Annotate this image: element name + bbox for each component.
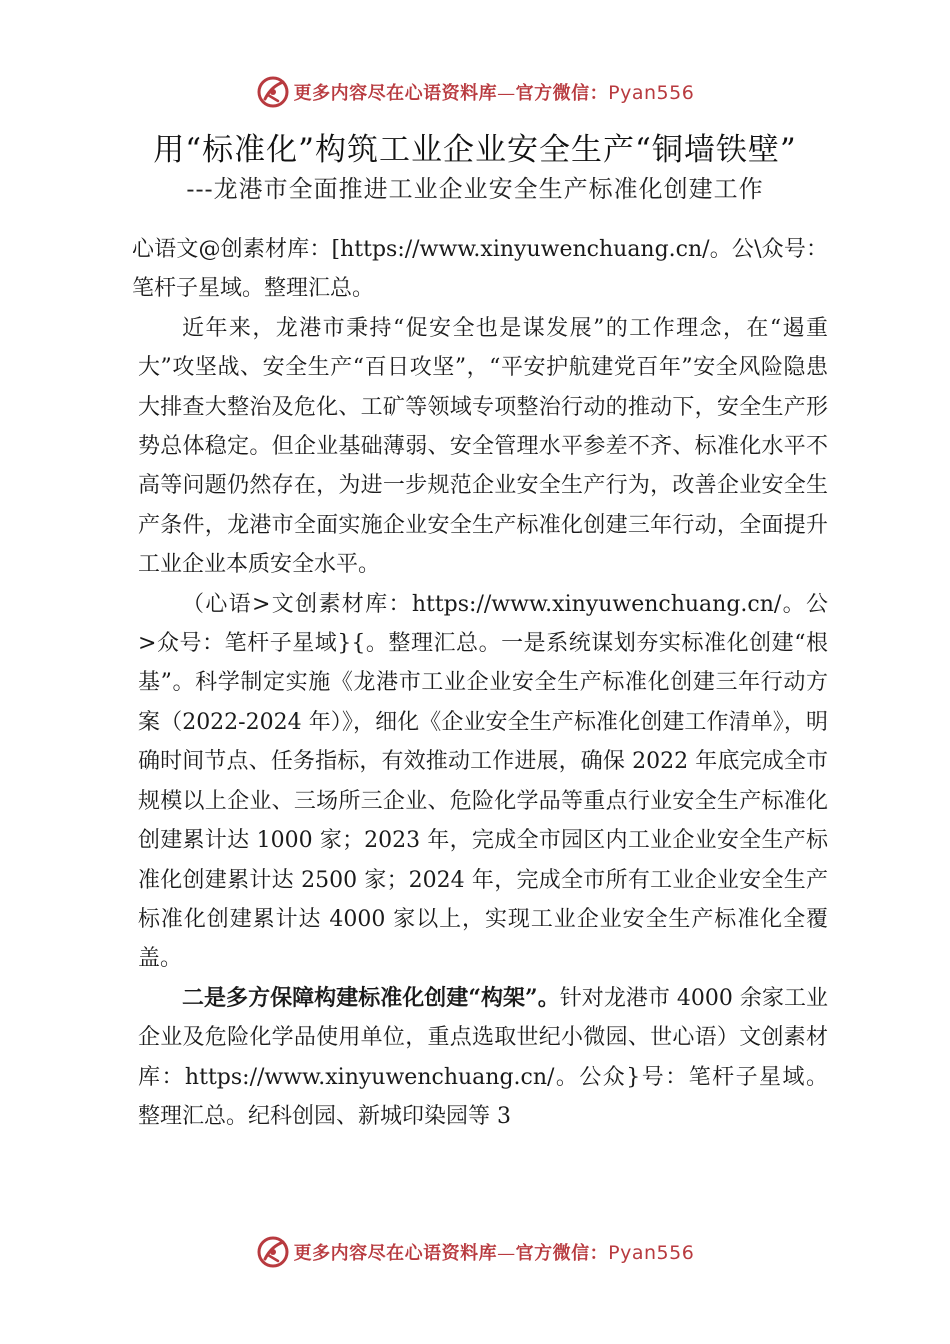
paragraph-intro: 近年来，龙港市秉持“促安全也是谋发展”的工作理念，在“遏重大”攻坚战、安全生产“百日攻坚”，“平安护航建党百年”安全风险隐患大排查大整治及危化、工矿等领域专项整治行动的推动下，安全生产形势总体稳定。但企业基础薄弱、安全管理水平参差不齐、标准化水平不高等问题仍然存在，为进一步规范企业安全生产行为，改善企业安全生产条件，龙港市全面实施企业安全生产标准化创建三年行动，全面提升工业企业本质安全水平。: [138, 315, 828, 578]
source-note-paragraph: 心语文@创素材库：[https://www.xinyuwenchuang.cn/。公\众号：笔杆子星域。整理汇总。: [132, 237, 829, 302]
paragraph-point-one: （心语>文创素材库：https://www.xinyuwenchuang.cn/。公>众号：笔杆子星域}{。整理汇总。一是系统谋划夯实标准化创建“根基”。科学制定实施《龙港市工业企业安全生产标准化创建三年行动方案（2022-2024 年）》，细化《企业安全生产标准化创建工作清单》，明确时间节点、任务指标，有效推动工作进展，确保 2022 年底完成全市规模以上企业、三场所三企业、危险化学品等重点行业安全生产标准化创建累计达 1000 家；2023 年，完成全市园区内工业企业安全生产标准化创建累计达 2500 家；2024 年，完成全市所有工业企业安全生产标准化创建累计达 4000 家以上，实现工业企业安全生产标准化全覆盖。: [138, 591, 828, 972]
document-body: [132, 230, 829, 1136]
paragraph-point-two: [138, 979, 828, 1137]
banner-text: 更多内容尽在心语资料库—官方微信：Pyan556: [293, 1242, 695, 1264]
brush-seal-logo-icon: [256, 75, 290, 109]
wechat-id: Pyan556: [608, 1242, 695, 1264]
wechat-id: Pyan556: [608, 82, 695, 104]
banner-text: 更多内容尽在心语资料库—官方微信：Pyan556: [293, 82, 695, 104]
point-two-text: 针对龙港市 4000 余家工业企业及危险化学品使用单位，重点选取世纪小微园、世心语）文创素材库：https://www.xinyuwenchuang.cn/。公众}号：笔杆子星域。整理汇总。纪科创园、新城印染园等 3: [138, 985, 828, 1129]
header-banner: [0, 70, 950, 114]
page-title: 用“标准化”构筑工业企业安全生产“铜墙铁壁”: [153, 132, 797, 168]
footer-banner: [0, 1230, 950, 1274]
point-two-heading: 二是多方保障构建标准化创建“构架”。: [182, 984, 560, 1011]
brush-seal-logo-icon: [256, 1235, 290, 1269]
page-subtitle: ---龙港市全面推进工业企业安全生产标准化创建工作: [186, 175, 764, 203]
